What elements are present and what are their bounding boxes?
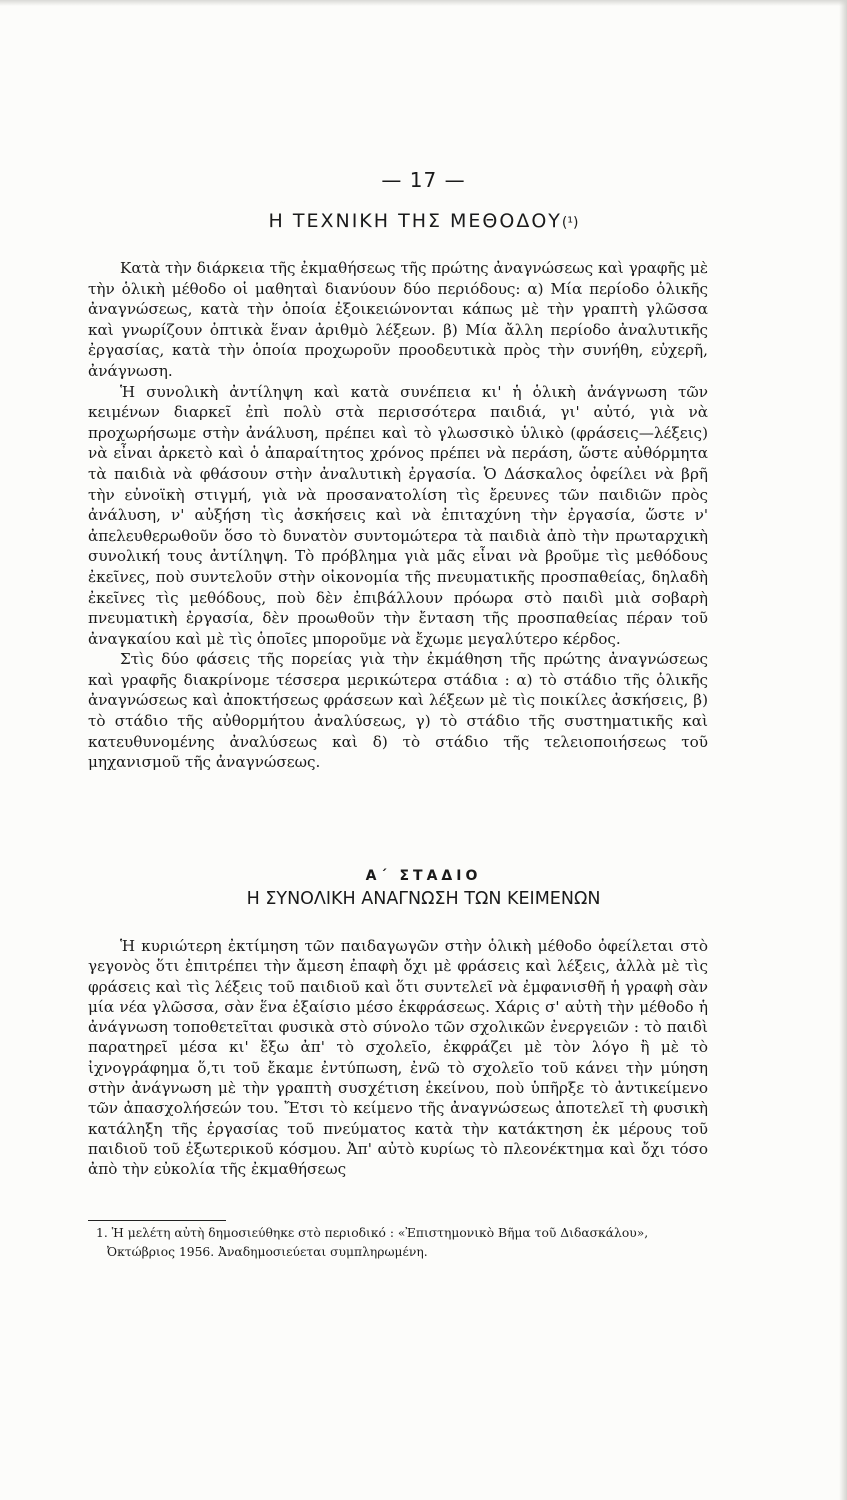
paragraph: Ἡ συνολικὴ ἀντίληψη καὶ κατὰ συνέπεια κι' ἡ ὁλικὴ ἀνάγνωση τῶν κειμένων διαρκεῖ ἐπὶ πολὺ στὰ περισσότερα παιδιά, γι' αὐτό, γιὰ νὰ προχωρήσωμε στὴν ἀνάλυση, πρέπει καὶ τὸ γλωσσικὸ ὑλικὸ (φράσεις—λέξεις) νὰ εἶναι ἀρκετὸ καὶ ὁ ἀπαραίτητος χρόνος πρέπει νὰ περάση, ὥστε αὐθόρμητα τὰ παιδιὰ νὰ φθάσουν στὴν ἀναλυτικὴ ἐργασία. Ὁ Δάσκαλος ὀφείλει νὰ βρῆ τὴν εὐνοϊκὴ στιγμή, γιὰ νὰ προσανατολίση τὶς ἔρευνες τῶν παιδιῶν πρὸς ἀνάλυση, ν' αὐξήση τὶς ἀσκήσεις καὶ νὰ ἐπιταχύνη τὴν ἐργασία, ὥστε ν' ἀπελευθερωθοῦν ὅσο τὸ δυνατὸν συντομώτερα τὰ παιδιὰ ἀπὸ τὴν πρωταρχικὴ συνολική τους ἀντίληψη. Τὸ πρόβλημα γιὰ μᾶς εἶναι νὰ βροῦμε τὶς μεθόδους ἐκεῖνες, ποὺ συντελοῦν στὴν οἰκονομία τῆς πνευματικῆς προσπαθείας, δηλαδὴ ἐκεῖνες τὶς μεθόδους, ποὺ δὲν ἐπιβάλλουν πρόωρα στὸ παιδὶ μιὰ σοβαρὴ πνευματικὴ ἐργασία, δὲν προωθοῦν τὴν ἔνταση τῆς προσπαθείας πέραν τοῦ ἀναγκαίου καὶ μὲ τὶς ὁποῖες μποροῦμε νὰ ἔχωμε μεγαλύτερο κέρδος. xyxy=(88,382,708,648)
chapter-title-text: Η ΤΕΧΝΙΚΗ ΤΗΣ ΜΕΘΟΔΟΥ xyxy=(268,210,562,232)
intro-text xyxy=(88,258,708,773)
paragraph: Ἡ κυριώτερη ἐκτίμηση τῶν παιδαγωγῶν στὴν ὁλικὴ μέθοδο ὀφείλεται στὸ γεγονὸς ὅτι ἐπιτρέπει τὴν ἄμεση ἐπαφὴ ὄχι μὲ φράσεις καὶ λέξεις, ἀλλὰ μὲ τὶς φράσεις καὶ τὶς λέξεις τοῦ παιδιοῦ καὶ ὅτι συντελεῖ νὰ ἐμφανισθῆ ἡ γραφὴ σὰν μία νέα γλῶσσα, σὰν ἕνα ἐξαίσιο μέσο ἐκφράσεως. Χάρις σ' αὐτὴ τὴν μέθοδο ἡ ἀνάγνωση τοποθετεῖται φυσικὰ στὸ σύνολο τῶν σχολικῶν ἐνεργειῶν : τὸ παιδὶ παρατηρεῖ μέσα κι' ἔξω ἀπ' τὸ σχολεῖο, ἐκφράζει μὲ τὸν λόγο ἢ μὲ τὸ ἰχνογράφημα ὅ,τι τοῦ ἔκαμε ἐντύπωση, ἐνῶ τὸ σχολεῖο τοῦ κάνει τὴν μύηση στὴν ἀνάγνωση μὲ τὴν γραπτὴ συσχέτιση ἐκείνου, ποὺ ὑπῆρξε τὸ ἀντικείμενο τῶν ἀπασχολήσεών του. Ἔτσι τὸ κείμενο τῆς ἀναγνώσεως ἀποτελεῖ τὴ φυσικὴ κατάληξη τῆς ἐργασίας τοῦ πνεύματος κατὰ τὴν κατάκτηση ἐκ μέρους τοῦ παιδιοῦ τοῦ ἐξωτερικοῦ κόσμου. Ἀπ' αὐτὸ κυρίως τὸ πλεονέκτημα καὶ ὄχι τόσο ἀπὸ τὴν εὐκολία τῆς ἐκμαθήσεως xyxy=(88,937,708,1179)
page-shadow-top xyxy=(0,0,847,6)
section-title: Η ΣΥΝΟΛΙΚΗ ΑΝΑΓΝΩΣΗ ΤΩΝ ΚΕΙΜΕΝΩΝ xyxy=(246,889,601,909)
chapter-title xyxy=(0,210,847,232)
paragraph: Στὶς δύο φάσεις τῆς πορείας γιὰ τὴν ἐκμάθηση τῆς πρώτης ἀναγνώσεως καὶ γραφῆς διακρίνομε τέσσερα μερικώτερα στάδια : α) τὸ στάδιο τῆς ὁλικῆς ἀναγνώσεως καὶ ἀποκτήσεως φράσεων καὶ λέξεων μὲ τὶς ποικίλες ἀσκήσεις, β) τὸ στάδιο τῆς αὐθορμήτου ἀναλύσεως, γ) τὸ στάδιο τῆς συστηματικῆς καὶ κατευθυνομένης ἀναλύσεως καὶ δ) τὸ στάδιο τῆς τελειοποιήσεως τοῦ μηχανισμοῦ τῆς ἀναγνώσεως. xyxy=(88,650,708,772)
footnote-line: 1. Ἡ μελέτη αὐτὴ δημοσιεύθηκε στὸ περιοδικό : «Ἐπιστημονικὸ Βῆμα τοῦ Διδασκάλου», xyxy=(96,1226,649,1240)
footnote xyxy=(96,1224,726,1262)
stage-heading: Α΄ ΣΤΑΔΙΟ xyxy=(365,868,482,884)
paragraph: Κατὰ τὴν διάρκεια τῆς ἐκμαθήσεως τῆς πρώτης ἀναγνώσεως καὶ γραφῆς μὲ τὴν ὁλικὴ μέθοδο οἱ μαθηταὶ διανύουν δύο περιόδους: α) Μία περίοδο ὁλικῆς ἀναγνώσεως, κατὰ τὴν ὁποία ἐξοικειώνονται κάπως μὲ τὴν γραπτὴ γλῶσσα καὶ γνωρίζουν ὀπτικὰ ἕναν ἀριθμὸ λέξεων. β) Μία ἄλλη περίοδο ἀναλυτικῆς ἐργασίας, κατὰ τὴν ὁποία προχωροῦν προοδευτικὰ πρὸς τὴν συνήθη, εὐχερῆ, ἀνάγνωση. xyxy=(88,259,708,380)
footnote-divider xyxy=(88,1220,226,1221)
page-number: — 17 — xyxy=(381,168,466,192)
section-text xyxy=(88,936,708,1180)
footnote-line: Ὀκτώβριος 1956. Ἀναδημοσιεύεται συμπληρωμένη. xyxy=(107,1245,428,1259)
footnote-reference: (¹) xyxy=(561,215,579,231)
